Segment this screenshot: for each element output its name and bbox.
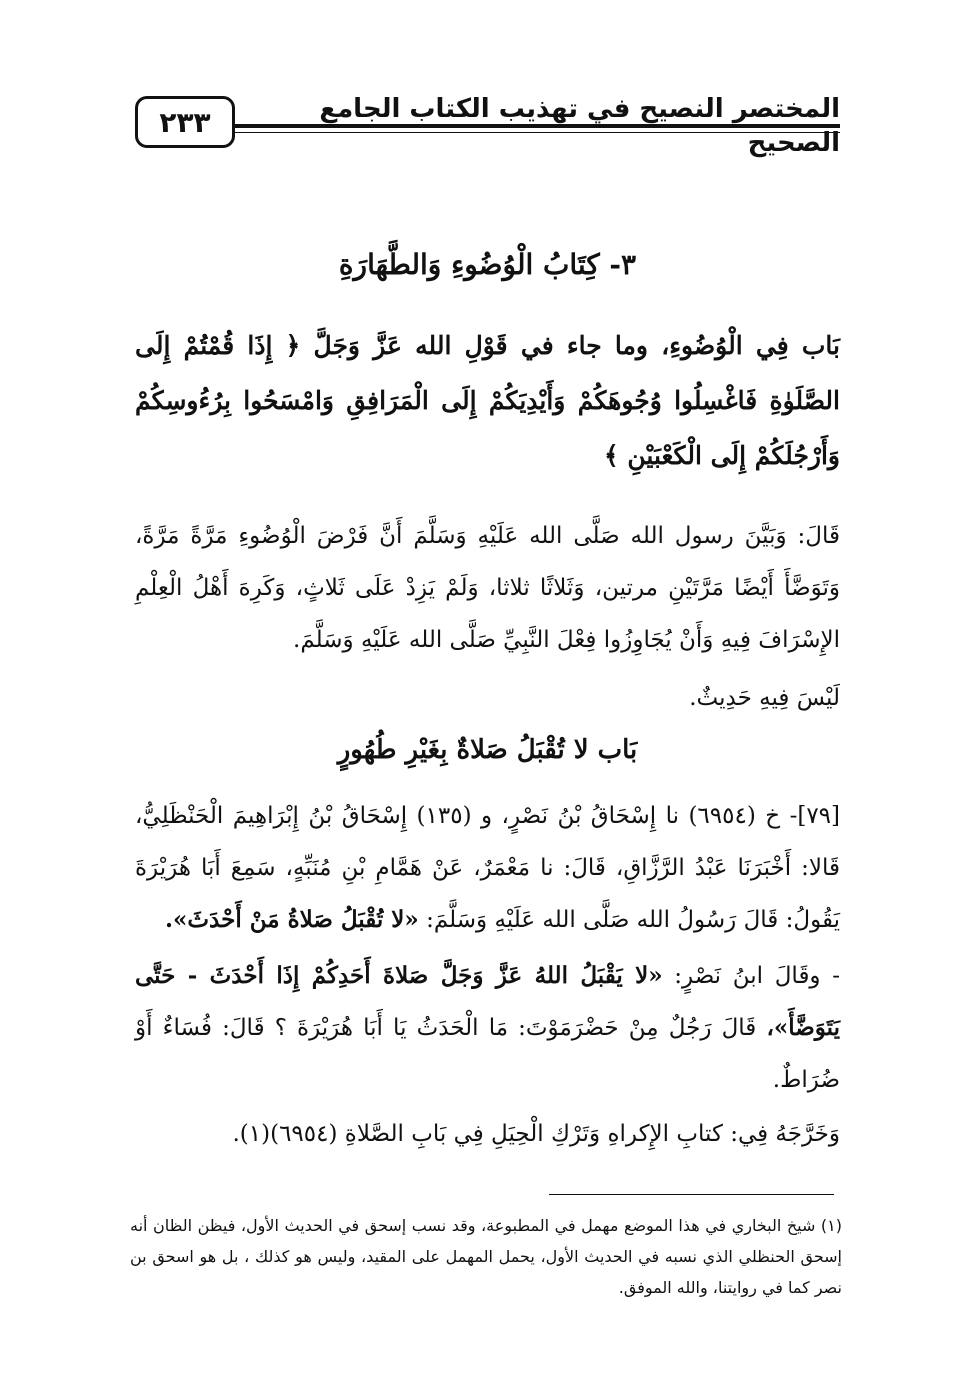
hadith-79 <box>135 790 840 946</box>
book-title: المختصر النصيح في تهذيب الكتاب الجامع الصحيح <box>319 94 840 158</box>
paragraph-qala: قَالَ: وَبَيَّنَ رسول الله صَلَّى الله عَلَيْهِ وَسَلَّمَ أَنَّ فَرْضَ الْوُضُوءِ مَرَّةً مَرَّةً، وَتَوَضَّأَ أَيْضًا مَرَّتَيْنِ مرتين، وَثَلاثًا ثلاثا، وَلَمْ يَزِدْ عَلَى ثَلاثٍ، وَكَرِهَ أَهْلُ الْعِلْمِ الإِسْرَافَ فِيهِ وَأَنْ يُجَاوِزُوا فِعْلَ النَّبِيِّ صَلَّى الله عَلَيْهِ وَسَلَّمَ. <box>135 523 840 653</box>
paragraph-kharraja: وَخَرَّجَهُ فِي: كتابِ الإِكراهِ وَتَرْكِ الْحِيَلِ فِي بَابِ الصَّلاةِ (٦٩٥٤)(١). <box>232 1121 840 1147</box>
footnote-divider <box>549 1194 834 1195</box>
page-header <box>135 92 840 162</box>
variant-rest: قَالَ رَجُلٌ مِنْ حَضْرَمَوْتَ: مَا الْحَدَثُ يَا أَبَا هُرَيْرَةَ ؟ قَالَ: فُسَاءٌ أَوْ ضُرَاطٌ. <box>135 1015 840 1093</box>
variant-quote: «لا يَقْبَلُ اللهُ عَزَّ وَجَلَّ صَلاةَ أَحَدِكُمْ إِذَا أَحْدَثَ - حَتَّى يَتَوَضَّأَ»، <box>135 962 840 1041</box>
footnote-1: (١) شيخ البخاري في هذا الموضع مهمل في المطبوعة، وقد نسب إسحق في الحديث الأول، فيظن الظان أنه إسحق الحنظلي الذي نسبه في الحديث الأول، يحمل المهمل على المقيد، وليس هو كذلك ، بل هو اسحق بن نصر كما في روايتنا، والله الموفق. <box>130 1216 842 1297</box>
hadith-chain: خ (٦٩٥٤) نا إِسْحَاقُ بْنُ نَصْرٍ، و (١٣٥) إِسْحَاقُ بْنُ إِبْرَاهِيمَ الْحَنْظَلِيُّ، قَالا: أَخْبَرَنَا عَبْدُ الرَّزَّاقِ، قَالَ: نا مَعْمَرٌ، عَنْ هَمَّامِ بْنِ مُنَبِّهٍ، سَمِعَ أَبَا هُرَيْرَةَ يَقُولُ: قَالَ رَسُولُ الله صَلَّى الله عَلَيْهِ وَسَلَّمَ: <box>135 803 840 933</box>
chapter-title: ٣- كِتَابُ الْوُضُوءِ وَالطَّهَارَةِ <box>338 248 637 281</box>
variant-lead: - وقَالَ ابنُ نَصْرٍ: <box>674 963 840 989</box>
bab-heading-2: بَاب لا تُقْبَلُ صَلاةٌ بِغَيْرِ طُهُورٍ <box>337 735 638 765</box>
hadith-variant <box>135 950 840 1106</box>
hadith-quote: «لا تُقْبَلُ صَلاةُ مَنْ أَحْدَثَ». <box>165 906 419 933</box>
hadith-number: [٧٩]- <box>789 803 841 829</box>
page-number: ٢٣٣ <box>135 96 235 148</box>
paragraph-laysa: لَيْسَ فِيهِ حَدِيثٌ. <box>689 685 840 711</box>
bab-intro-heading: بَاب فِي الْوُضُوءِ، وما جاء في قَوْلِ الله عَزَّ وَجَلَّ ﴿ إِذَا قُمْتُمْ إِلَى الصَّلَوٰةِ فَاغْسِلُوا وُجُوهَكُمْ وَأَيْدِيَكُمْ إِلَى الْمَرَافِقِ وَامْسَحُوا بِرُءُوسِكُمْ وَأَرْجُلَكُمْ إِلَى الْكَعْبَيْنِ ﴾ <box>135 331 840 470</box>
